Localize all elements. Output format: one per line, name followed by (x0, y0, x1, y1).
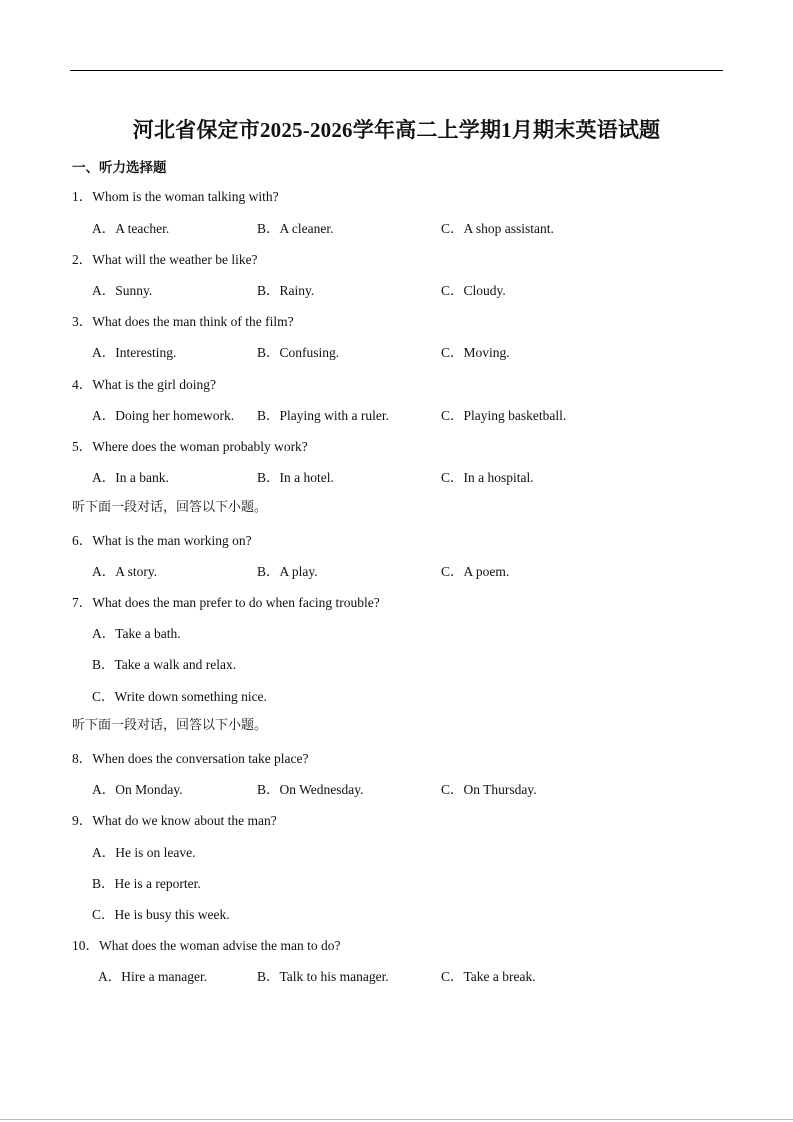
q8-option-c: C．On Thursday. (441, 782, 537, 797)
question-3: 3．What does the man think of the film? (72, 314, 294, 329)
q8-option-a: A．On Monday. (92, 782, 183, 797)
q5-option-c: C．In a hospital. (441, 470, 534, 485)
q9-option-b: B．He is a reporter. (92, 876, 201, 891)
question-5: 5．Where does the woman probably work? (72, 439, 308, 454)
q5-option-a: A．In a bank. (92, 470, 169, 485)
q2-option-c: C．Cloudy. (441, 283, 506, 298)
question-9: 9．What do we know about the man? (72, 813, 277, 828)
q3-option-c: C．Moving. (441, 345, 510, 360)
q2-option-a: A．Sunny. (92, 283, 153, 298)
q6-option-c: C．A poem. (441, 564, 510, 579)
question-8: 8．When does the conversation take place? (72, 751, 309, 766)
footer-rule (0, 1119, 793, 1120)
q5-option-b: B．In a hotel. (257, 470, 334, 485)
q1-option-b: B．A cleaner. (257, 221, 334, 236)
q3-option-a: A．Interesting. (92, 345, 177, 360)
question-4: 4．What is the girl doing? (72, 377, 216, 392)
q4-option-c: C．Playing basketball. (441, 408, 567, 423)
q10-option-a: A．Hire a manager. (98, 969, 208, 984)
q1-option-a: A．A teacher. (92, 221, 170, 236)
question-2: 2．What will the weather be like? (72, 252, 258, 267)
q1-option-c: C．A shop assistant. (441, 221, 554, 236)
q2-option-b: B．Rainy. (257, 283, 315, 298)
q6-option-a: A．A story. (92, 564, 158, 579)
dialogue-instruction: 听下面一段对话，回答以下小题。 (72, 718, 268, 733)
q7-option-a: A．Take a bath. (92, 626, 181, 641)
section-heading: 一、听力选择题 (72, 160, 167, 176)
q8-option-b: B．On Wednesday. (257, 782, 364, 797)
question-7: 7．What does the man prefer to do when facing trouble? (72, 595, 380, 610)
header-rule (70, 70, 723, 71)
q9-option-a: A．He is on leave. (92, 845, 196, 860)
page-title: 河北省保定市2025-2026学年高二上学期1月期末英语试题 (132, 118, 661, 142)
q10-option-c: C．Take a break. (441, 969, 536, 984)
q10-option-b: B．Talk to his manager. (257, 969, 389, 984)
dialogue-instruction: 听下面一段对话，回答以下小题。 (72, 500, 268, 515)
question-6: 6．What is the man working on? (72, 533, 252, 548)
q4-option-a: A．Doing her homework. (92, 408, 235, 423)
q7-option-c: C．Write down something nice. (92, 689, 267, 704)
question-1: 1．Whom is the woman talking with? (72, 189, 279, 204)
q7-option-b: B．Take a walk and relax. (92, 657, 237, 672)
q9-option-c: C．He is busy this week. (92, 907, 230, 922)
q4-option-b: B．Playing with a ruler. (257, 408, 389, 423)
question-10: 10．What does the woman advise the man to do? (72, 938, 341, 953)
q3-option-b: B．Confusing. (257, 345, 340, 360)
q6-option-b: B．A play. (257, 564, 318, 579)
